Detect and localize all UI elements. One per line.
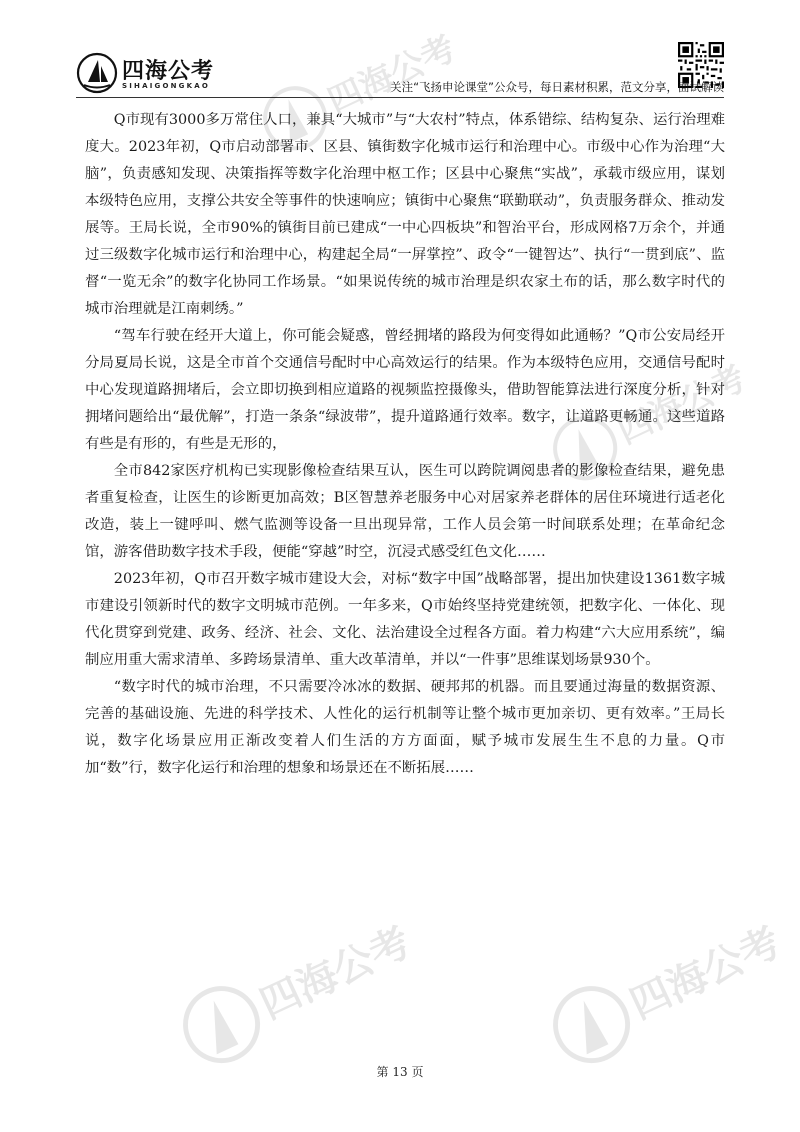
paragraph-digital-city-conference: 2023年初，Q市召开数字城市建设大会，对标“数字中国”战略部署，提出加快建设1361数字城市建设引领新时代的数字文明城市范例。一年多来，Q市始终坚持党建统领，把数字化、一体化、现代化贯穿到党建、政务、经济、社会、文化、法治建设全过程各方面。着力构建“六大应用系统”，编制应用重大需求清单、多跨场景清单、重大改革清单，并以“一件事”思维谋划场景930个。 [85,571,725,668]
watermark-text: 四海公考 [623,918,788,1029]
logo-name: 四海公考 [122,59,215,84]
paragraph-traffic: “驾车行驶在经开大道上，你可能会疑惑，曾经拥堵的路段为何变得如此通畅？”Q市公安局经开分局夏局长说，这是全市首个交通信号配时中心高效运行的结果。作为本级特色应用，交通信号配时中心发现道路拥堵后，会立即切换到相应道路的视频监控摄像头，借助智能算法进行深度分析，针对拥堵问题给出“最优解”，打造一条条“绿波带”，提升道路通行效率。数字，让道路更畅通。这些道路有些是有形的，有些是无形的， [85,328,725,452]
watermark-logo-icon [170,918,418,1050]
article-body [85,107,725,782]
watermark-text: 四海公考 [611,358,753,453]
paragraph-city-overview: Q市现有3000多万常住人口，兼具“大城市”与“大农村”特点，体系错综、结构复杂、运行治理难度大。2023年初，Q市启动部署市、区县、镇街数字化城市运行和治理中心。市级中心作为治理“大脑”，负责感知发现、决策指挥等数字化治理中枢工作；区县中心聚焦“实战”，承载市级应用，谋划本级特色应用，支撑公共安全等事件的快速响应；镇街中心聚焦“联勤联动”，负责服务群众、推动发展等。王局长说，全市90%的镇街目前已建成“一中心四板块”和智治平台，形成网格7万余个，并通过三级数字化城市运行和治理中心，构建起全局“一屏掌控”、政令“一键智达”、执行“一贯到底”、监督“一览无余”的数字化协同工作场景。“如果说传统的城市治理是织农家土布的话，那么数字时代的城市治理就是江南刺绣。” [85,112,725,317]
sail-logo-icon [76,52,118,94]
paragraph-medical-care: 全市842家医疗机构已实现影像检查结果互认，医生可以跨院调阅患者的影像检查结果，避免患者重复检查，让医生的诊断更加高效；B区智慧养老服务中心对居家养老群体的居住环境进行适老化改造，装上一键呼叫、燃气监测等设备一旦出现异常，工作人员会第一时间联系处理；在革命纪念馆，游客借助数字技术手段，便能“穿越”时空，沉浸式感受红色文化…… [85,463,725,560]
watermark-text: 四海公考 [253,918,418,1029]
brand-logo [76,52,216,96]
header-slogan: 关注“飞扬申论课堂”公众号，每日素材积累，范文分享，面试解读 [390,80,724,94]
header-divider [76,97,724,98]
watermark-logo-icon [540,918,788,1050]
paragraph-closing-quote: “数字时代的城市治理，不只需要冷冰冰的数据、硬邦邦的机器。而且要通过海量的数据资源、完善的基础设施、先进的科学技术、人性化的运行机制等让整个城市更加亲切、更有效率。”王局长说，数字化场景应用正渐改变着人们生活的方方面面，赋予城市发展生生不息的力量。Q市加“数”行，数字化运行和治理的想象和场景还在不断拓展…… [85,679,725,776]
watermark-text: 四海公考 [321,28,463,123]
page-number: 第 13 页 [376,1065,424,1079]
logo-subtitle: SIHAIGONGKAO [122,82,211,90]
page-header [0,0,800,100]
